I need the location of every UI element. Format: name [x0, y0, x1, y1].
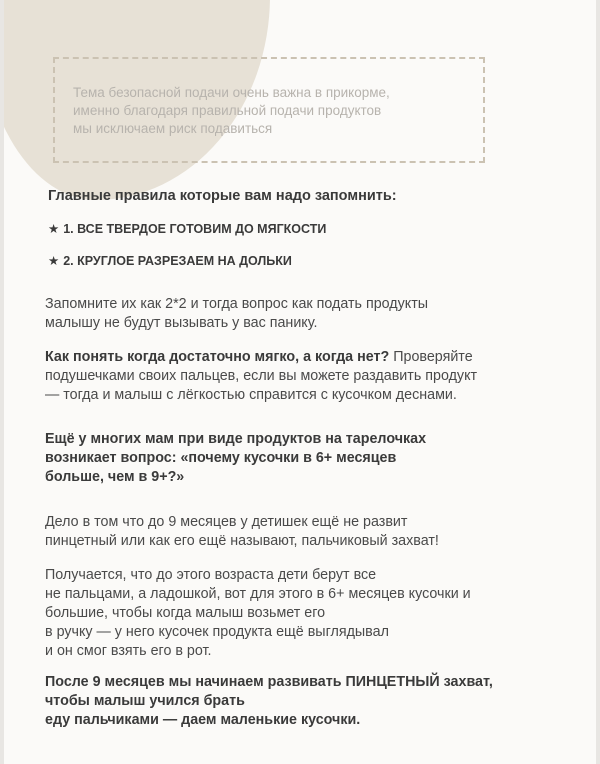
rule-item [48, 221, 326, 236]
paragraph-line: еду пальчиками — даем маленькие кусочки. [45, 712, 361, 728]
page-edge-right [596, 0, 600, 764]
paragraph-line [45, 348, 565, 367]
remember-paragraph [45, 295, 565, 333]
paragraph-line: не пальцами, а ладошкой, вот для этого в 6+ месяцев кусочки и [45, 586, 471, 602]
rule-text: 1. ВСЕ ТВЕРДОЕ ГОТОВИМ ДО МЯГКОСТИ [63, 222, 327, 236]
paragraph-line: в ручку — у него кусочек продукта ещё выглядывал [45, 624, 389, 640]
paragraph-line: После 9 месяцев мы начинаем развивать ПИНЦЕТНЫЙ захват, [45, 674, 493, 690]
paragraph-line: больше, чем в 9+?» [45, 469, 185, 485]
rule-item [48, 253, 292, 268]
paragraph-line: и он смог взять его в рот. [45, 643, 212, 659]
rule-text: 2. КРУГЛОЕ РАЗРЕЗАЕМ НА ДОЛЬКИ [63, 254, 292, 268]
paragraph-line: пинцетный или как его ещё называют, пальчиковый захват! [45, 533, 439, 549]
paragraph-line: возникает вопрос: «почему кусочки в 6+ месяцев [45, 450, 397, 466]
page-edge-left [0, 0, 4, 764]
paragraph-line: Ещё у многих мам при виде продуктов на тарелочках [45, 431, 427, 447]
paragraph-line: Запомните их как 2*2 и тогда вопрос как подать продукты [45, 296, 429, 312]
intro-line: Тема безопасной подачи очень важна в прикорме, [73, 85, 390, 100]
paragraph-line: малышу не будут вызывать у вас панику. [45, 315, 318, 331]
softness-line1-rest: Проверяйте [389, 349, 473, 365]
softness-question: Как понять когда достаточно мягко, а когда нет? [45, 349, 390, 365]
paragraph-line: Получается, что до этого возраста дети берут все [45, 567, 377, 583]
question-paragraph [45, 430, 565, 487]
pincer-paragraph [45, 513, 565, 551]
intro-line: именно благодаря правильной подачи продуктов [73, 103, 382, 118]
softness-paragraph [45, 348, 565, 405]
paragraph-line: подушечками своих пальцев, если вы можете раздавить продукт [45, 368, 478, 384]
after9-paragraph [45, 673, 565, 730]
paragraph-line: чтобы малыш учился брать [45, 693, 245, 709]
paragraph-line: — тогда и малыш с лёгкостью справится с кусочком деснами. [45, 387, 457, 403]
star-icon: ★ [48, 222, 60, 236]
paragraph-line: большие, чтобы когда малыш возьмет его [45, 605, 326, 621]
intro-line: мы исключаем риск подавиться [73, 121, 273, 136]
palm-paragraph [45, 566, 565, 661]
paragraph-line: Дело в том что до 9 месяцев у детишек ещё не развит [45, 514, 408, 530]
intro-text [73, 84, 483, 138]
star-icon: ★ [48, 254, 60, 268]
rules-title: Главные правила которые вам надо запомнить: [48, 188, 397, 204]
